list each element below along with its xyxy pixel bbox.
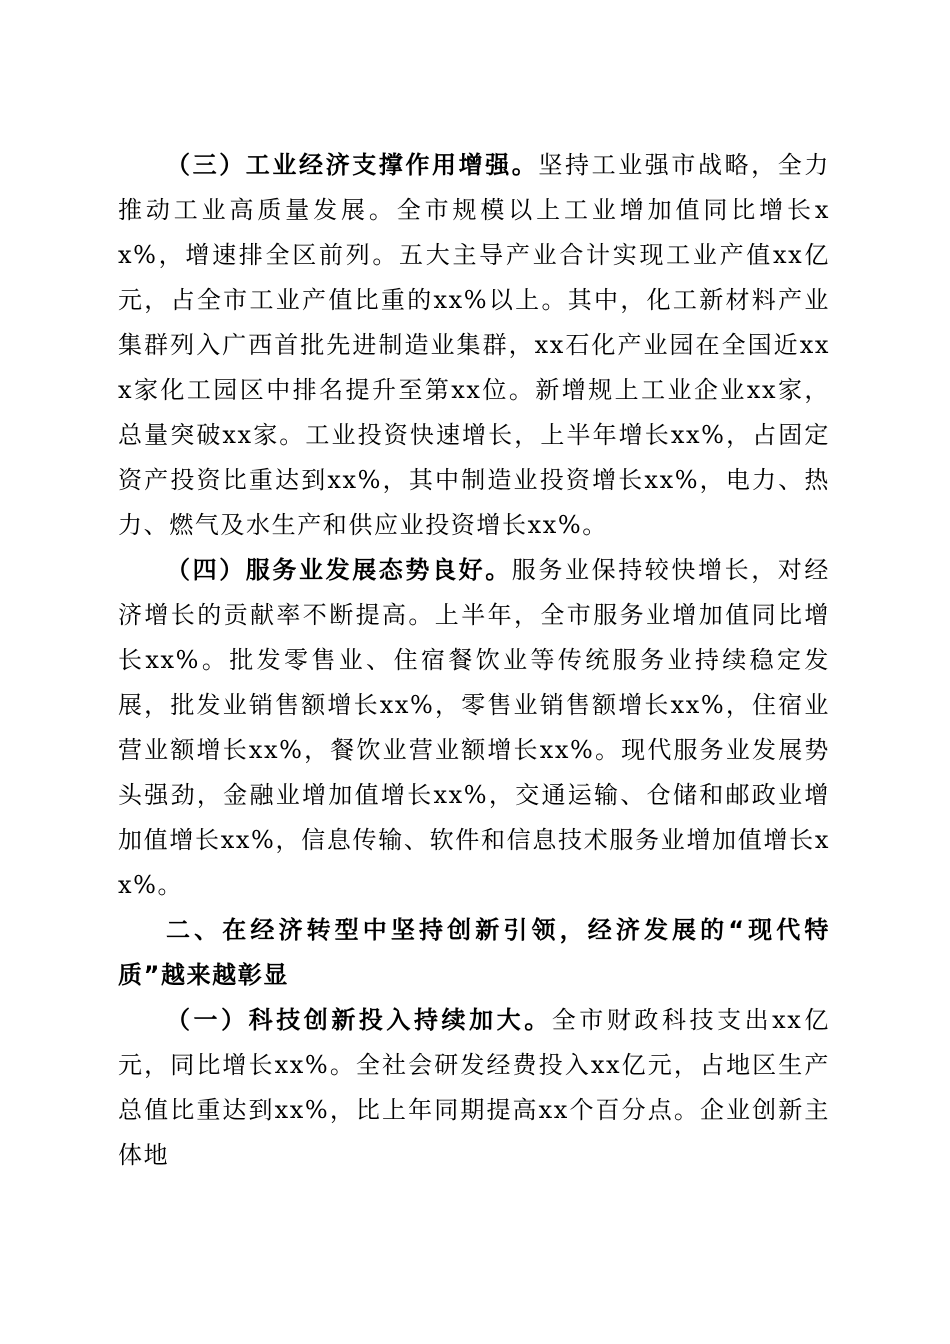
- paragraph-industrial-economy: [118, 143, 830, 548]
- chapter-heading: 二、在经济转型中坚持创新引领，经济发展的“现代特质”越来越彰显: [118, 916, 830, 989]
- paragraph-body: 坚持工业强市战略，全力推动工业高质量发展。全市规模以上工业增加值同比增长xx%，增速排全区前列。五大主导产业合计实现工业产值xx亿元，占全市工业产值比重的xx%以上。其中，化工新材料产业集群列入广西首批先进制造业集群，xx石化产业园在全国近xxx家化工园区中排名提升至第xx位。新增规上工业企业xx家，总量突破xx家。工业投资快速增长，上半年增长xx%，占固定资产投资比重达到xx%，其中制造业投资增长xx%，电力、热力、燃气及水生产和供应业投资增长xx%。: [118, 151, 830, 539]
- paragraph-lead: （四）服务业发展态势良好。: [166, 556, 512, 584]
- document-page: [118, 143, 830, 1178]
- paragraph-lead: （一）科技创新投入持续加大。: [166, 1006, 552, 1034]
- paragraph-body: 全市财政科技支出xx亿元，同比增长xx%。全社会研发经费投入xx亿元，占地区生产总值比重达到xx%，比上年同期提高xx个百分点。企业创新主体地: [118, 1006, 830, 1169]
- paragraph-tech-innovation: [118, 998, 830, 1178]
- paragraph-body: 服务业保持较快增长，对经济增长的贡献率不断提高。上半年，全市服务业增加值同比增长xx%。批发零售业、住宿餐饮业等传统服务业持续稳定发展，批发业销售额增长xx%，零售业销售额增长xx%，住宿业营业额增长xx%，餐饮业营业额增长xx%。现代服务业发展势头强劲，金融业增加值增长xx%，交通运输、仓储和邮政业增加值增长xx%，信息传输、软件和信息技术服务业增加值增长xx%。: [118, 556, 830, 899]
- paragraph-lead: （三）工业经济支撑作用增强。: [166, 151, 539, 179]
- paragraph-service-industry: [118, 548, 830, 908]
